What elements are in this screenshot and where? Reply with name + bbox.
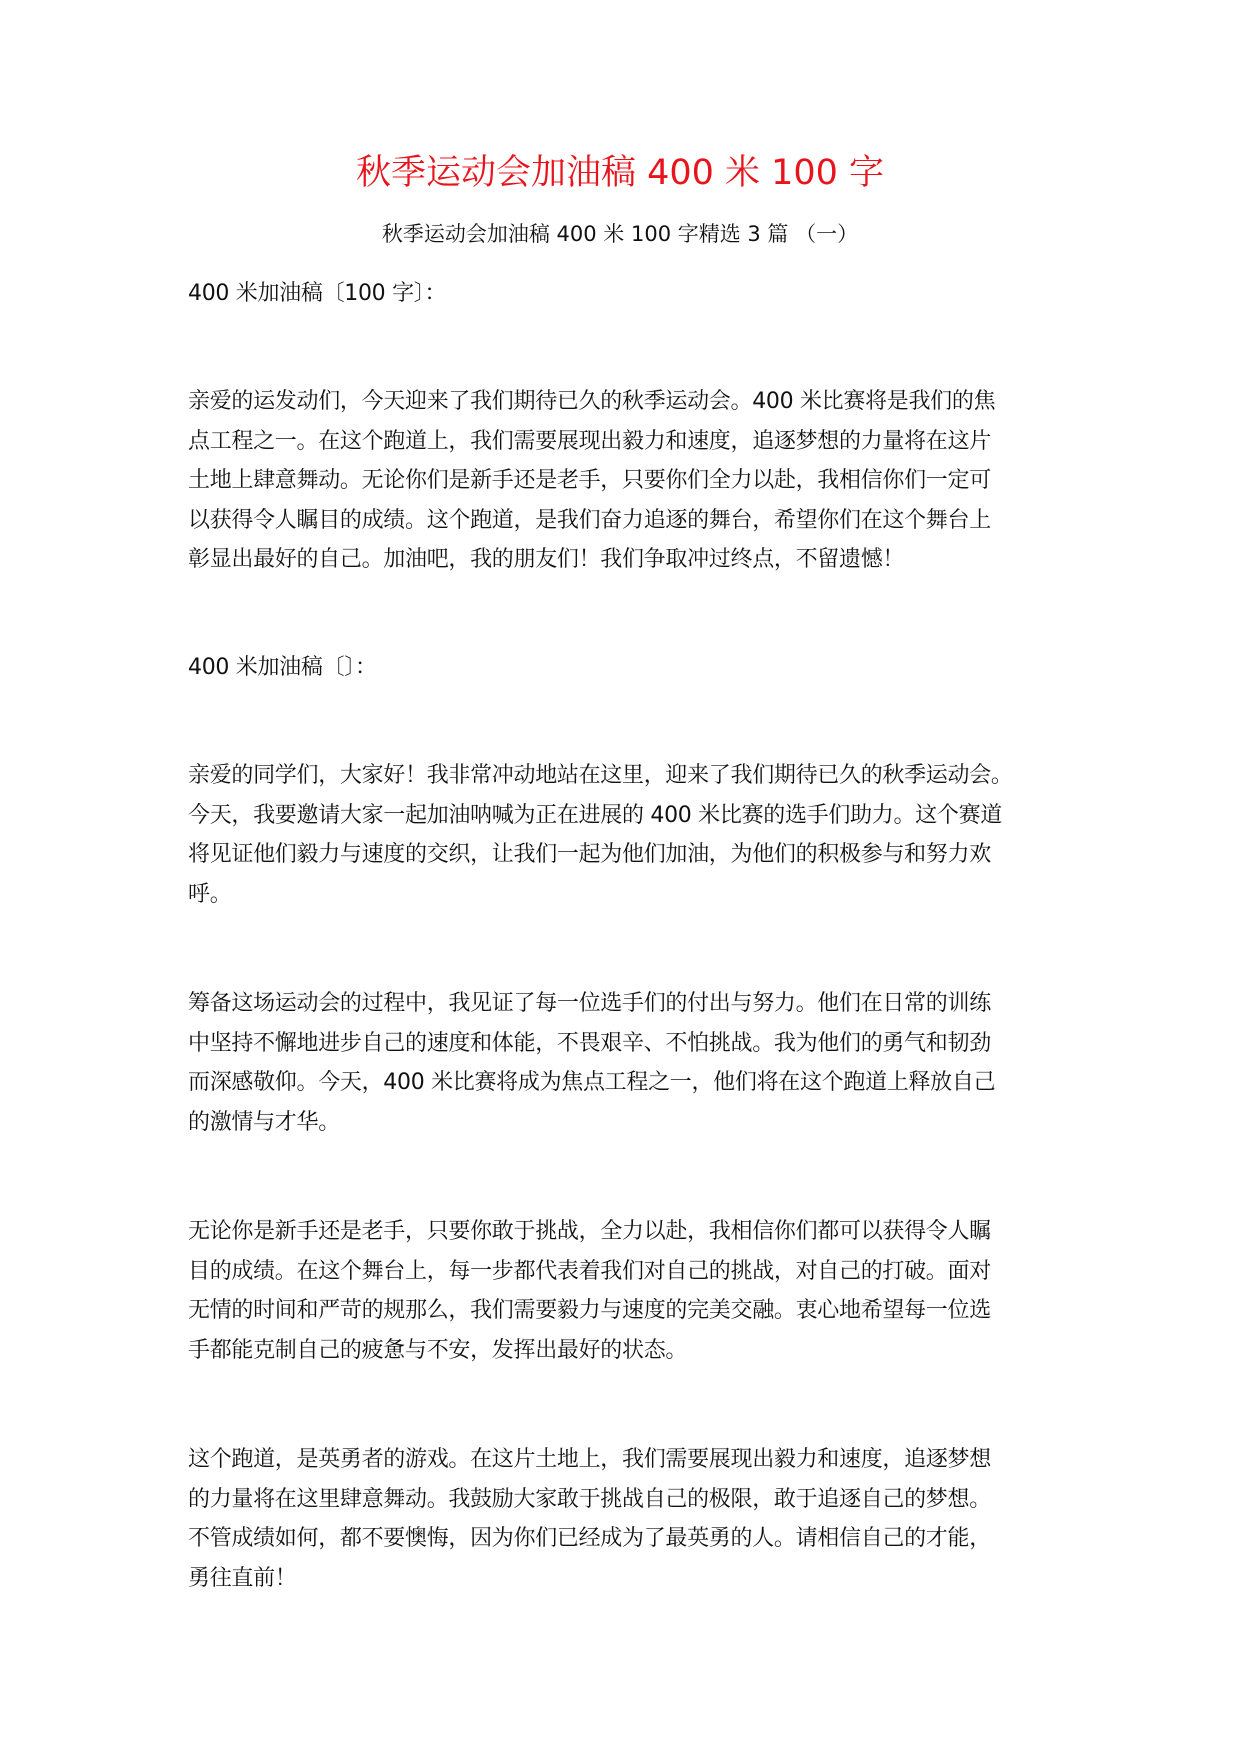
paragraph-line: 无论你是新手还是老手，只要你敢于挑战，全力以赴，我相信你们都可以获得令人瞩 <box>188 1219 991 1244</box>
paragraph-line: 而深感敬仰。今天，400 米比赛将成为焦点工程之一，他们将在这个跑道上释放自己 <box>188 1070 996 1095</box>
section-heading-text: 400 米加油稿〔〕： <box>188 655 377 680</box>
paragraph-line: 勇往直前！ <box>188 1565 297 1591</box>
paragraph-1 <box>188 382 1068 580</box>
document-subtitle: 秋季运动会加油稿 400 米 100 字精选 3 篇 （一） <box>381 222 859 246</box>
paragraph-line: 的激情与才华。 <box>188 1109 340 1135</box>
paragraph-3 <box>188 984 1068 1142</box>
paragraph-line: 呼。 <box>188 881 232 907</box>
paragraph-4 <box>188 1212 1068 1370</box>
paragraph-line: 将见证他们毅力与速度的交织，让我们一起为他们加油，为他们的积极参与和努力欢 <box>188 842 991 867</box>
paragraph-line: 土地上肆意舞动。无论你们是新手还是老手，只要你们全力以赴，我相信你们一定可 <box>188 468 991 493</box>
paragraph-line: 无情的时间和严苛的规那么，我们需要毅力与速度的完美交融。衷心地希望每一位选 <box>188 1298 991 1323</box>
paragraph-line: 筹备这场运动会的过程中，我见证了每一位选手们的付出与努力。他们在日常的训练 <box>188 991 991 1016</box>
paragraph-line: 以获得令人瞩目的成绩。这个跑道，是我们奋力追逐的舞台，希望你们在这个舞台上 <box>188 507 991 533</box>
paragraph-2 <box>188 756 1068 914</box>
paragraph-line: 点工程之一。在这个跑道上，我们需要展现出毅力和速度，追逐梦想的力量将在这片 <box>188 428 991 454</box>
paragraph-line: 彰显出最好的自己。加油吧，我的朋友们！我们争取冲过终点，不留遗憾！ <box>188 547 905 572</box>
section-heading-1 <box>188 274 1068 314</box>
paragraph-line: 亲爱的运发动们，今天迎来了我们期待已久的秋季运动会。400 米比赛将是我们的焦 <box>188 389 996 414</box>
paragraph-line: 的力量将在这里肆意舞动。我鼓励大家敢于挑战自己的极限，敢于追逐自己的梦想。 <box>188 1486 991 1512</box>
paragraph-line: 中坚持不懈地进步自己的速度和体能，不畏艰辛、不怕挑战。我为他们的勇气和韧劲 <box>188 1030 991 1056</box>
paragraph-line: 目的成绩。在这个舞台上，每一步都代表着我们对自己的挑战，对自己的打破。面对 <box>188 1258 991 1284</box>
paragraph-line: 今天，我要邀请大家一起加油呐喊为正在进展的 400 米比赛的选手们助力。这个赛道 <box>188 802 1002 828</box>
paragraph-line: 手都能克制自己的疲惫与不安，发挥出最好的状态。 <box>188 1337 688 1363</box>
paragraph-5 <box>188 1440 1068 1598</box>
paragraph-line: 不管成绩如何，都不要懊悔，因为你们已经成为了最英勇的人。请相信自己的才能， <box>188 1526 991 1551</box>
document-title: 秋季运动会加油稿 400 米 100 字 <box>355 153 885 193</box>
paragraph-line: 亲爱的同学们，大家好！我非常冲动地站在这里，迎来了我们期待已久的秋季运动会。 <box>188 763 1013 788</box>
paragraph-line: 这个跑道，是英勇者的游戏。在这片土地上，我们需要展现出毅力和速度，追逐梦想 <box>188 1447 991 1472</box>
section-heading-2 <box>188 648 1068 688</box>
section-heading-text: 400 米加油稿〔100 字〕： <box>188 281 447 306</box>
